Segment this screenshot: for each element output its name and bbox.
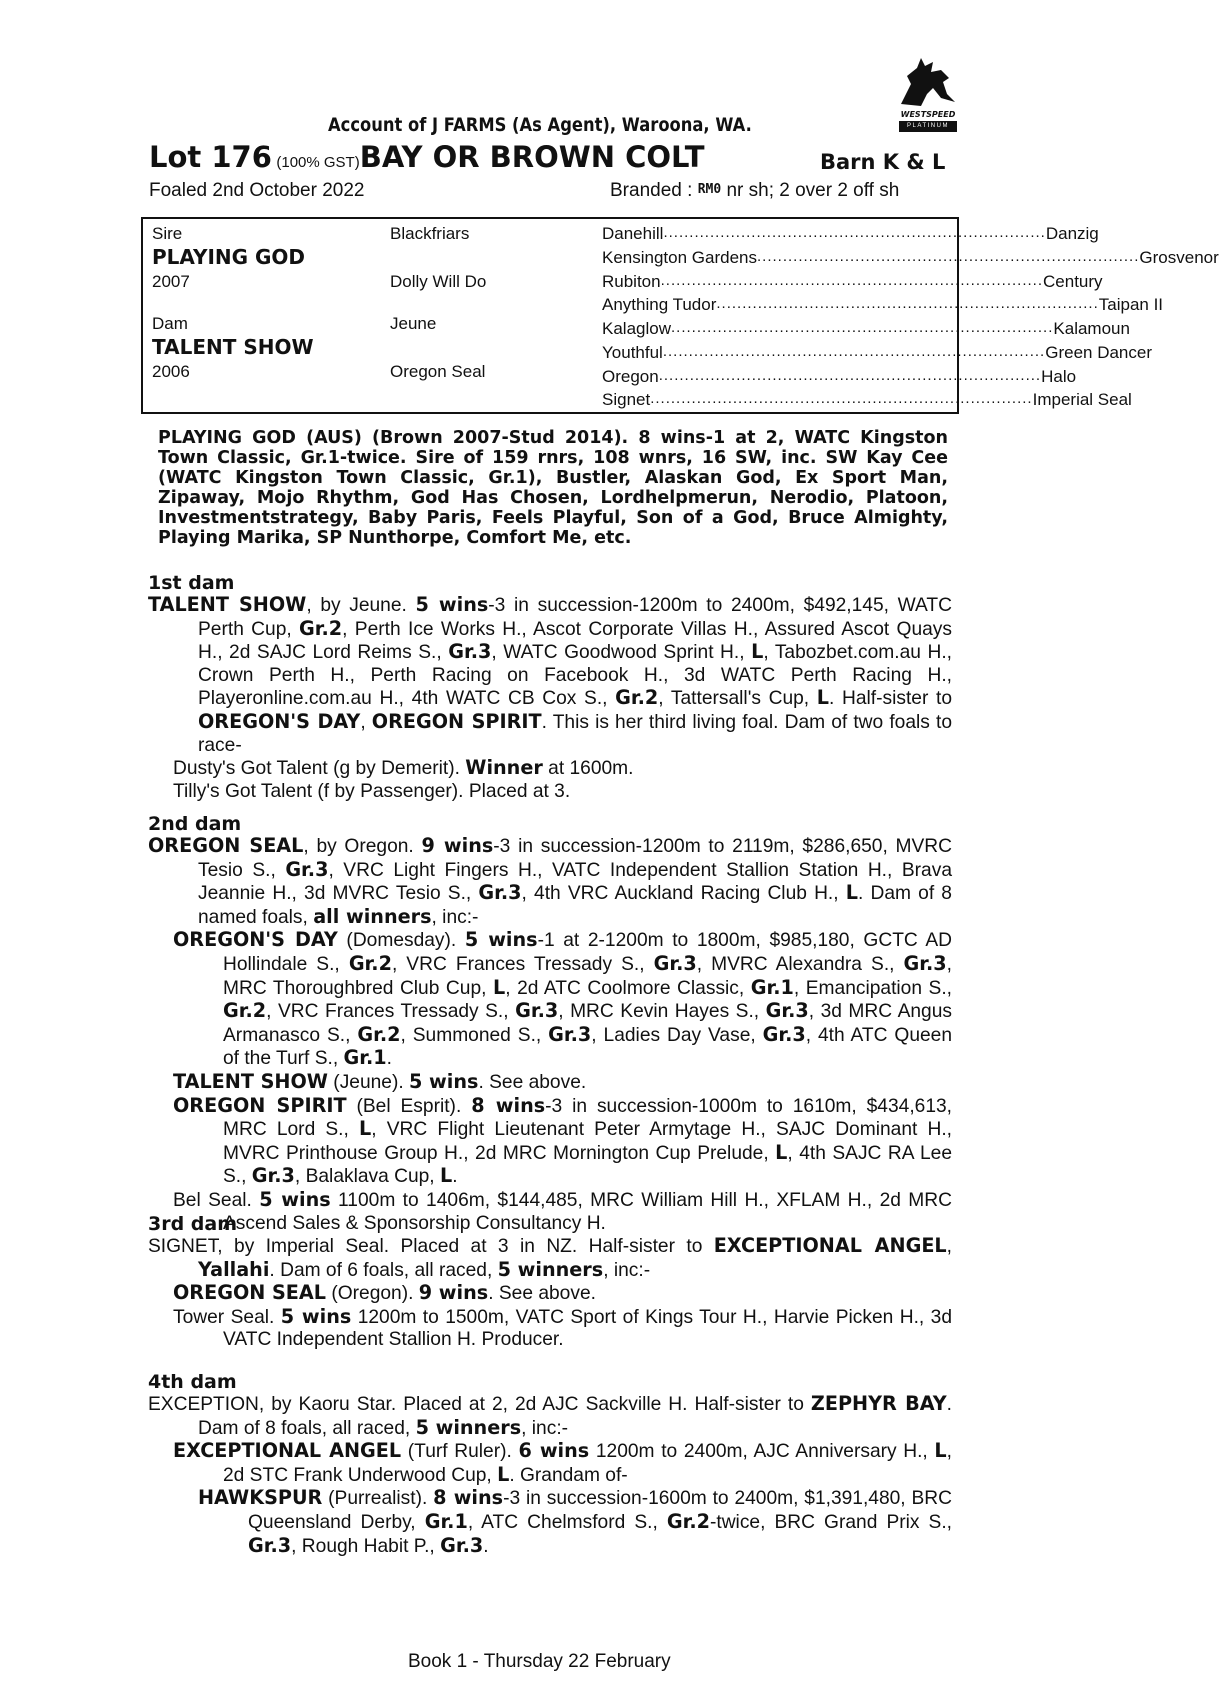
- dam-name: TALENT SHOW: [152, 335, 314, 359]
- logo-tier: PLATINUM: [899, 121, 957, 132]
- dam-paragraph: EXCEPTION, by Kaoru Star. Placed at 2, 2d AJC Sackville H. Half-sister to ZEPHYR BAY. Dam of 8 foals, all raced, 5 winners, inc:- EXCEPTIONAL ANGEL (Turf Ruler). 6 wins 1200m to 2400m, AJC Anniversary H., L, 2d STC Frank Underwood Cup, L. Grandam of- HAWKSPUR (Purrealist). 8 wins-3 in succession-1600m to 2400m, $1,391,480, BRC Queensland Derby, Gr.1, ATC Chelmsford S., Gr.2-twice, BRC Grand Prix S., Gr.3, Rough Habit P., Gr.3.: [148, 1392, 953, 1557]
- gst-note: (100% GST): [276, 154, 360, 171]
- lot-line: [149, 140, 705, 174]
- sire-summary: PLAYING GOD (AUS) (Brown 2007-Stud 2014). 8 wins-1 at 2, WATC Kingston Town Classic, Gr.1-twice. Sire of 159 rnrs, 108 wnrs, 16 SW, inc. SW Kay Cee (WATC Kingston Town Classic, Gr.1), Bustler, Alaskan God, Ex Sport Man, Zipaway, Mojo Rhythm, God Has Chosen, Lordhelpmerun, Nerodio, Platoon, Investmentstrategy, Baby Paris, Feels Playful, Son of a God, Bruce Almighty, Playing Marika, SP Nunthorpe, Comfort Me, etc.: [158, 428, 948, 548]
- sire-name: PLAYING GOD: [152, 245, 306, 269]
- logo-brand: WESTSPEED: [900, 110, 956, 119]
- pedigree-gen3-row: Rubiton .......................................................................... Century: [602, 272, 1103, 291]
- pedigree-gen3-row: Danehill .......................................................................... Danzig: [602, 224, 1099, 243]
- pedigree-gen2-item: Jeune: [390, 314, 437, 333]
- pedigree-gen2-item: Oregon Seal: [390, 362, 486, 381]
- pedigree-gen3-row: Youthful .......................................................................... Green Dancer: [602, 343, 1153, 362]
- section-heading: 2nd dam: [148, 813, 242, 835]
- foaled-date: Foaled 2nd October 2022: [149, 180, 365, 201]
- vendor-account: Account of J FARMS (As Agent), Waroona, WA.: [328, 114, 752, 136]
- pedigree-gen3-row: Signet .......................................................................... Imperial Seal: [602, 390, 1132, 409]
- section-heading: 3rd dam: [148, 1213, 238, 1235]
- page-footer: Book 1 - Thursday 22 February: [408, 1651, 671, 1672]
- branded-detail: nr sh; 2 over 2 off sh: [726, 180, 900, 201]
- pedigree-gen2-item: Blackfriars: [390, 224, 470, 243]
- dam-year: 2006: [152, 362, 190, 381]
- pedigree-gen3-row: Kalaglow .......................................................................... Kalamoun: [602, 319, 1130, 338]
- westspeed-logo: [897, 54, 959, 136]
- dam-label: Dam: [152, 314, 188, 333]
- lot-number: Lot 176: [149, 140, 272, 174]
- pedigree-table: [141, 217, 1219, 414]
- barn-location: Barn K & L: [820, 150, 946, 174]
- lot-title: BAY OR BROWN COLT: [359, 140, 705, 174]
- pedigree-gen3-row: Oregon .......................................................................... Halo: [602, 367, 1077, 386]
- dam-paragraph: SIGNET, by Imperial Seal. Placed at 3 in NZ. Half-sister to EXCEPTIONAL ANGEL, Yallahi. Dam of 6 foals, all raced, 5 winners, inc:- OREGON SEAL (Oregon). 9 wins. See above. Tower Seal. 5 wins 1200m to 1500m, VATC Sport of Kings Tour H., Harvie Picken H., 3d VATC Independent Stallion H. Producer.: [148, 1234, 953, 1351]
- sire-year: 2007: [152, 272, 190, 291]
- dam-paragraph: OREGON SEAL, by Oregon. 9 wins-3 in succession-1200m to 2119m, $286,650, MVRC Tesio S., Gr.3, VRC Light Fingers H., VATC Independent Stallion Station H., Brava Jeannie H., 3d MVRC Tesio S., Gr.3, 4th VRC Auckland Racing Club H., L. Dam of 8 named foals, all winners, inc:- OREGON'S DAY (Domesday). 5 wins-1 at 2-1200m to 1800m, $985,180, GCTC AD Hollindale S., Gr.2, VRC Frances Tressady S., Gr.3, MVRC Alexandra S., Gr.3, MRC Thoroughbred Club Cup, L, 2d ATC Coolmore Classic, Gr.1, Emancipation S., Gr.2, VRC Frances Tressady S., Gr.3, MRC Kevin Hayes S., Gr.3, 3d MRC Angus Armanasco S., Gr.2, Summoned S., Gr.3, Ladies Day Vase, Gr.3, 4th ATC Queen of the Turf S., Gr.1. TALENT SHOW (Jeune). 5 wins. See above. OREGON SPIRIT (Bel Esprit). 8 wins-3 in succession-1000m to 1610m, $434,613, MRC Lord S., L, VRC Flight Lieutenant Peter Armytage H., SAJC Dominant H., MVRC Printhouse Group H., 2d MRC Mornington Cup Prelude, L, 4th SAJC RA Lee S., Gr.3, Balaklava Cup, L. Bel Seal. 5 wins 1100m to 1406m, $144,485, MRC William Hill H., XFLAM H., 2d MRC Ascend Sales & Sponsorship Consultancy H.: [148, 834, 953, 1234]
- pedigree-gen3-row: Anything Tudor .......................................................................... Taipan II: [602, 295, 1164, 314]
- section-heading: 1st dam: [148, 572, 235, 594]
- pedigree-gen2-item: Dolly Will Do: [390, 272, 487, 291]
- pedigree-gen3-row: Kensington Gardens .......................................................................... Grosvenor: [602, 248, 1219, 267]
- branded-label: Branded :: [610, 180, 693, 201]
- horse-silhouette-icon: [897, 54, 959, 110]
- dam-paragraph: TALENT SHOW, by Jeune. 5 wins-3 in succession-1200m to 2400m, $492,145, WATC Perth Cup, Gr.2, Perth Ice Works H., Ascot Corporate Villas H., Assured Ascot Quays H., 2d SAJC Lord Reims S., Gr.3, WATC Goodwood Sprint H., L, Tabozbet.com.au H., Crown Perth H., Perth Racing on Facebook H., 3d WATC Perth Racing H., Playeronline.com.au H., 4th WATC CB Cox S., Gr.2, Tattersall's Cup, L. Half-sister to OREGON'S DAY, OREGON SPIRIT. This is her third living foal. Dam of two foals to race- Dusty's Got Talent (g by Demerit). Winner at 1600m. Tilly's Got Talent (f by Passenger). Placed at 3.: [148, 593, 952, 802]
- sire-label: Sire: [152, 224, 183, 243]
- section-heading: 4th dam: [148, 1371, 237, 1393]
- brand-mark: RM0: [697, 182, 722, 197]
- brand-marks: [610, 180, 899, 202]
